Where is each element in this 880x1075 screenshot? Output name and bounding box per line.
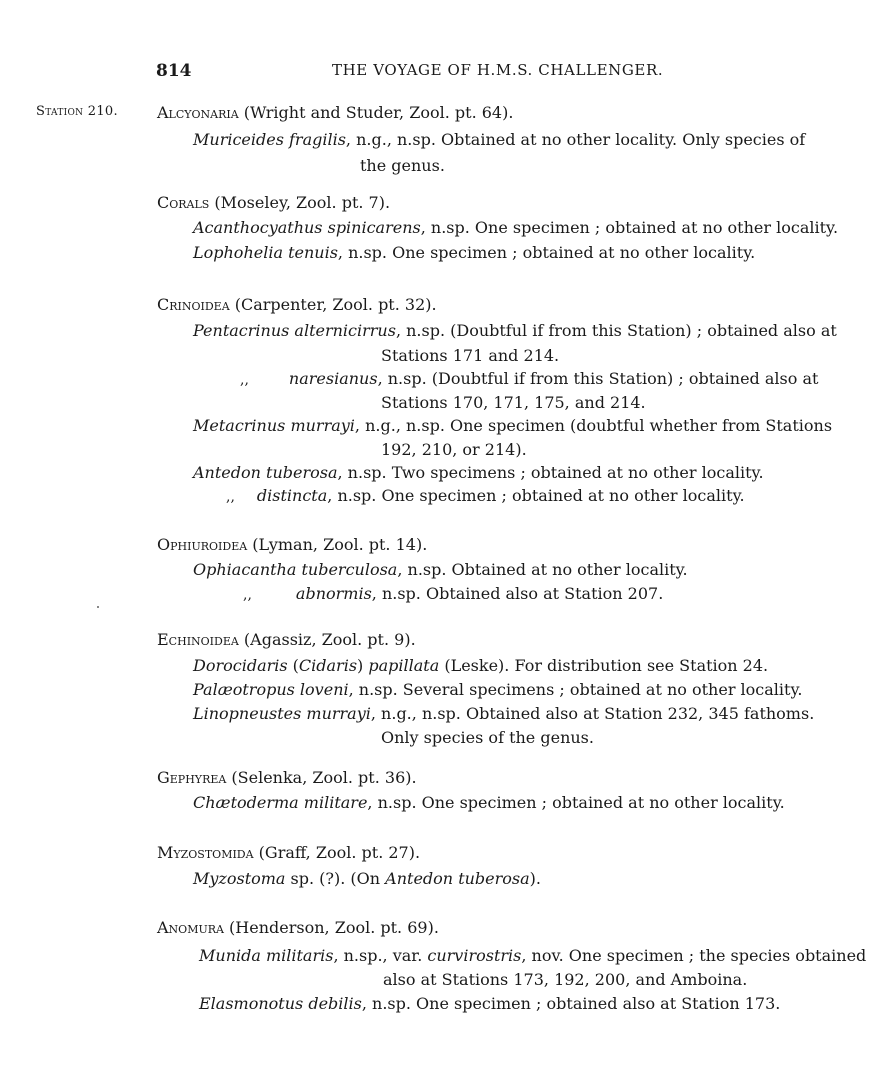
paren-close: ): [357, 656, 369, 675]
group-heading-ophiuroidea: [157, 535, 427, 554]
species-entry: [243, 584, 663, 603]
group-reference: (Moseley, Zool. pt. 7).: [209, 193, 391, 212]
paren-close: ).: [529, 869, 541, 888]
group-heading-alcyonaria: [157, 103, 513, 122]
species-name: Dorocidaris: [193, 656, 288, 675]
species-note: , n.sp. Obtained also at Station 207.: [371, 584, 664, 603]
group-name: Crinoidea: [157, 295, 230, 314]
species-name: Myzostoma: [193, 869, 286, 888]
species-entry: [193, 130, 805, 149]
species-note: , n.g., n.sp. Obtained also at Station 232, 345 fathoms.: [370, 704, 815, 723]
species-entry: [193, 560, 688, 579]
group-heading-anomura: [157, 918, 439, 937]
species-name: distincta: [256, 486, 328, 505]
species-note: , n.sp. One specimen ; obtained at no other locality.: [327, 486, 745, 505]
species-name: Palæotropus loveni: [193, 680, 349, 699]
group-name: Gephyrea: [157, 768, 227, 787]
species-note: , nov. One specimen ; the species obtained: [521, 946, 867, 965]
species-name: Chætoderma militare: [193, 793, 368, 812]
species-entry: [193, 321, 837, 340]
species-name: Lophohelia tenuis: [193, 243, 338, 262]
entry-continuation: Only species of the genus.: [381, 728, 594, 747]
species-name: Antedon tuberosa: [193, 463, 338, 482]
group-reference: (Agassiz, Zool. pt. 9).: [238, 630, 416, 649]
species-entry: [240, 369, 818, 388]
entry-continuation: 192, 210, or 214).: [381, 440, 527, 459]
species-name: abnormis: [295, 584, 372, 603]
species-name: Munida militaris: [199, 946, 334, 965]
station-label: Station 210.: [36, 104, 118, 119]
species-name: Elasmonotus debilis: [199, 994, 362, 1013]
species-name: naresianus: [288, 369, 378, 388]
group-name: Echinoidea: [157, 630, 239, 649]
group-heading-corals: [157, 193, 390, 212]
group-reference: (Wright and Studer, Zool. pt. 64).: [238, 103, 514, 122]
species-entry: [193, 704, 814, 723]
species-entry: [193, 416, 832, 435]
species-note: , n.sp. One specimen ; obtained at no other locality.: [367, 793, 785, 812]
species-epithet: papillata: [368, 656, 440, 675]
species-entry: [193, 680, 802, 699]
ditto-mark: ,,: [240, 372, 249, 388]
species-note: sp. (?). (On: [285, 869, 386, 888]
paren-open: (: [287, 656, 299, 675]
species-note: , n.sp. One specimen ; obtained at no other locality.: [337, 243, 756, 262]
species-entry: [193, 463, 764, 482]
species-note: , n.g., n.sp. Obtained at no other locality. Only species of: [345, 130, 806, 149]
species-note: (Leske). For distribution see Station 24.: [439, 656, 769, 675]
group-name: Corals: [157, 193, 210, 212]
species-note: , n.sp. Obtained at no other locality.: [397, 560, 688, 579]
species-note: , n.sp. (Doubtful if from this Station) ; obtained also at: [395, 321, 837, 340]
page-number: 814: [156, 61, 192, 81]
group-name: Anomura: [157, 918, 224, 937]
species-note: , n.sp. (Doubtful if from this Station) ; obtained also at: [377, 369, 819, 388]
group-reference: (Graff, Zool. pt. 27).: [253, 843, 421, 862]
species-name: Linopneustes murrayi: [193, 704, 371, 723]
species-note: , n.sp. Several specimens ; obtained at no other locality.: [348, 680, 803, 699]
species-mid: , n.sp., var.: [333, 946, 428, 965]
species-note: , n.sp. One specimen ; obtained at no other locality.: [420, 218, 839, 237]
group-name: Alcyonaria: [157, 103, 239, 122]
group-heading-myzostomida: [157, 843, 420, 862]
species-entry: [193, 218, 838, 237]
species-note: , n.sp. One specimen ; obtained also at Station 173.: [361, 994, 781, 1013]
species-note: , n.g., n.sp. One specimen (doubtful whether from Stations: [354, 416, 833, 435]
group-reference: (Carpenter, Zool. pt. 32).: [229, 295, 437, 314]
ditto-mark: ,,: [226, 489, 235, 505]
species-note: , n.sp. Two specimens ; obtained at no other locality.: [337, 463, 764, 482]
group-name: Ophiuroidea: [157, 535, 248, 554]
ditto-mark: ,,: [243, 587, 252, 603]
entry-continuation: the genus.: [360, 156, 445, 175]
species-entry: [193, 656, 768, 675]
species-entry: [193, 243, 755, 262]
species-name: Metacrinus murrayi: [193, 416, 355, 435]
host-name: Antedon tuberosa: [385, 869, 530, 888]
entry-continuation: Stations 171 and 214.: [381, 346, 560, 365]
species-entry: [199, 994, 780, 1013]
group-reference: (Selenka, Zool. pt. 36).: [226, 768, 417, 787]
species-name: Acanthocyathus spinicarens: [193, 218, 421, 237]
group-heading-crinoidea: [157, 295, 437, 314]
print-speck: [97, 606, 99, 608]
species-entry: [193, 793, 785, 812]
group-name: Myzostomida: [157, 843, 254, 862]
group-reference: (Lyman, Zool. pt. 14).: [247, 535, 428, 554]
variety-name: curvirostris: [427, 946, 522, 965]
entry-continuation: also at Stations 173, 192, 200, and Amboina.: [383, 970, 748, 989]
entry-continuation: Stations 170, 171, 175, and 214.: [381, 393, 646, 412]
species-subgenus: Cidaris: [298, 656, 358, 675]
species-entry: [226, 486, 745, 505]
species-name: Pentacrinus alternicirrus: [193, 321, 396, 340]
group-heading-echinoidea: [157, 630, 416, 649]
species-name: Ophiacantha tuberculosa: [193, 560, 398, 579]
running-title: THE VOYAGE OF H.M.S. CHALLENGER.: [332, 61, 664, 79]
group-heading-gephyrea: [157, 768, 417, 787]
species-entry: [193, 869, 541, 888]
species-entry: [199, 946, 866, 965]
species-name: Muriceides fragilis: [193, 130, 346, 149]
group-reference: (Henderson, Zool. pt. 69).: [223, 918, 439, 937]
